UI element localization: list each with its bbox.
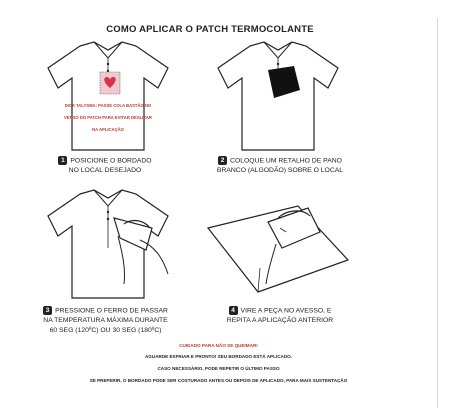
- step-2-line-1: COLOQUE UM RETALHO DE PANO: [230, 157, 342, 165]
- step-3-caption: [18, 306, 193, 336]
- burn-warning: CUIDADO PARA NÃO SE QUEIMAR!: [179, 343, 258, 348]
- tip-line-2: VERSO DO PATCH PARA EVITAR DESLIZAR: [64, 115, 152, 120]
- panel-step-4-illustration: [198, 188, 358, 300]
- step-number-badge: 3: [43, 306, 52, 315]
- step-number-badge: 2: [218, 156, 227, 165]
- iron-on-shirt-icon: [28, 188, 188, 300]
- step-4-line-1: VIRE A PEÇA NO AVESSO, E: [240, 307, 332, 315]
- panel-step-1-illustration: [28, 40, 188, 152]
- panel-step-3-illustration: [28, 188, 188, 300]
- step-1-line-2: NO LOCAL DESEJADO: [68, 167, 142, 175]
- polo-shirt-with-patch-icon: [28, 40, 188, 152]
- step-3-line-1: PRESSIONE O FERRO DE PASSAR: [55, 307, 168, 315]
- footer-line-3: SE PREFERIR, O BORDADO PODE SER COSTURADO ANTES OU DEPOIS DE APLICADO, PARA MAIS SUSTENTAÇÃO: [89, 378, 348, 383]
- step-3-line-2: NA TEMPERATURA MÁXIMA DURANTE: [43, 317, 168, 325]
- step-1-caption: [20, 156, 190, 176]
- iron-on-inside-out-shirt-icon: [198, 188, 358, 300]
- right-edge-divider: [437, 18, 438, 408]
- step-number-badge: 4: [229, 306, 238, 315]
- step-2-line-2: BRANCO (ALGODÃO) SOBRE O LOCAL: [216, 167, 344, 175]
- step-4-line-2: REPITA A APLICAÇÃO ANTERIOR: [226, 317, 334, 325]
- step-number-badge: 1: [58, 156, 67, 165]
- footer-line-2: CASO NECESSÁRIO, PODE REPETIR O ÚLTIMO PASSO: [157, 366, 280, 371]
- tip-line-3: NA APLICAÇÃO: [92, 127, 124, 132]
- step-3-line-3: 60 SEG (120ºC) OU 30 SEG (180ºC): [49, 327, 162, 335]
- step-4-caption: [190, 306, 370, 326]
- footer-line-1: AGUARDE ESFRIAR E PRONTO! SEU BORDADO ESTÁ APLICADO.: [144, 354, 292, 359]
- step-1-line-1: POSICIONE O BORDADO: [70, 157, 152, 165]
- panel-step-2-illustration: [198, 40, 358, 152]
- polo-shirt-with-cloth-icon: [198, 40, 358, 152]
- tip-line-1: DICA TALYSMA: PASSE COLA BASTÃO NO: [64, 103, 152, 108]
- page-title: COMO APLICAR O PATCH TERMOCOLANTE: [106, 24, 314, 35]
- step-2-caption: [180, 156, 380, 176]
